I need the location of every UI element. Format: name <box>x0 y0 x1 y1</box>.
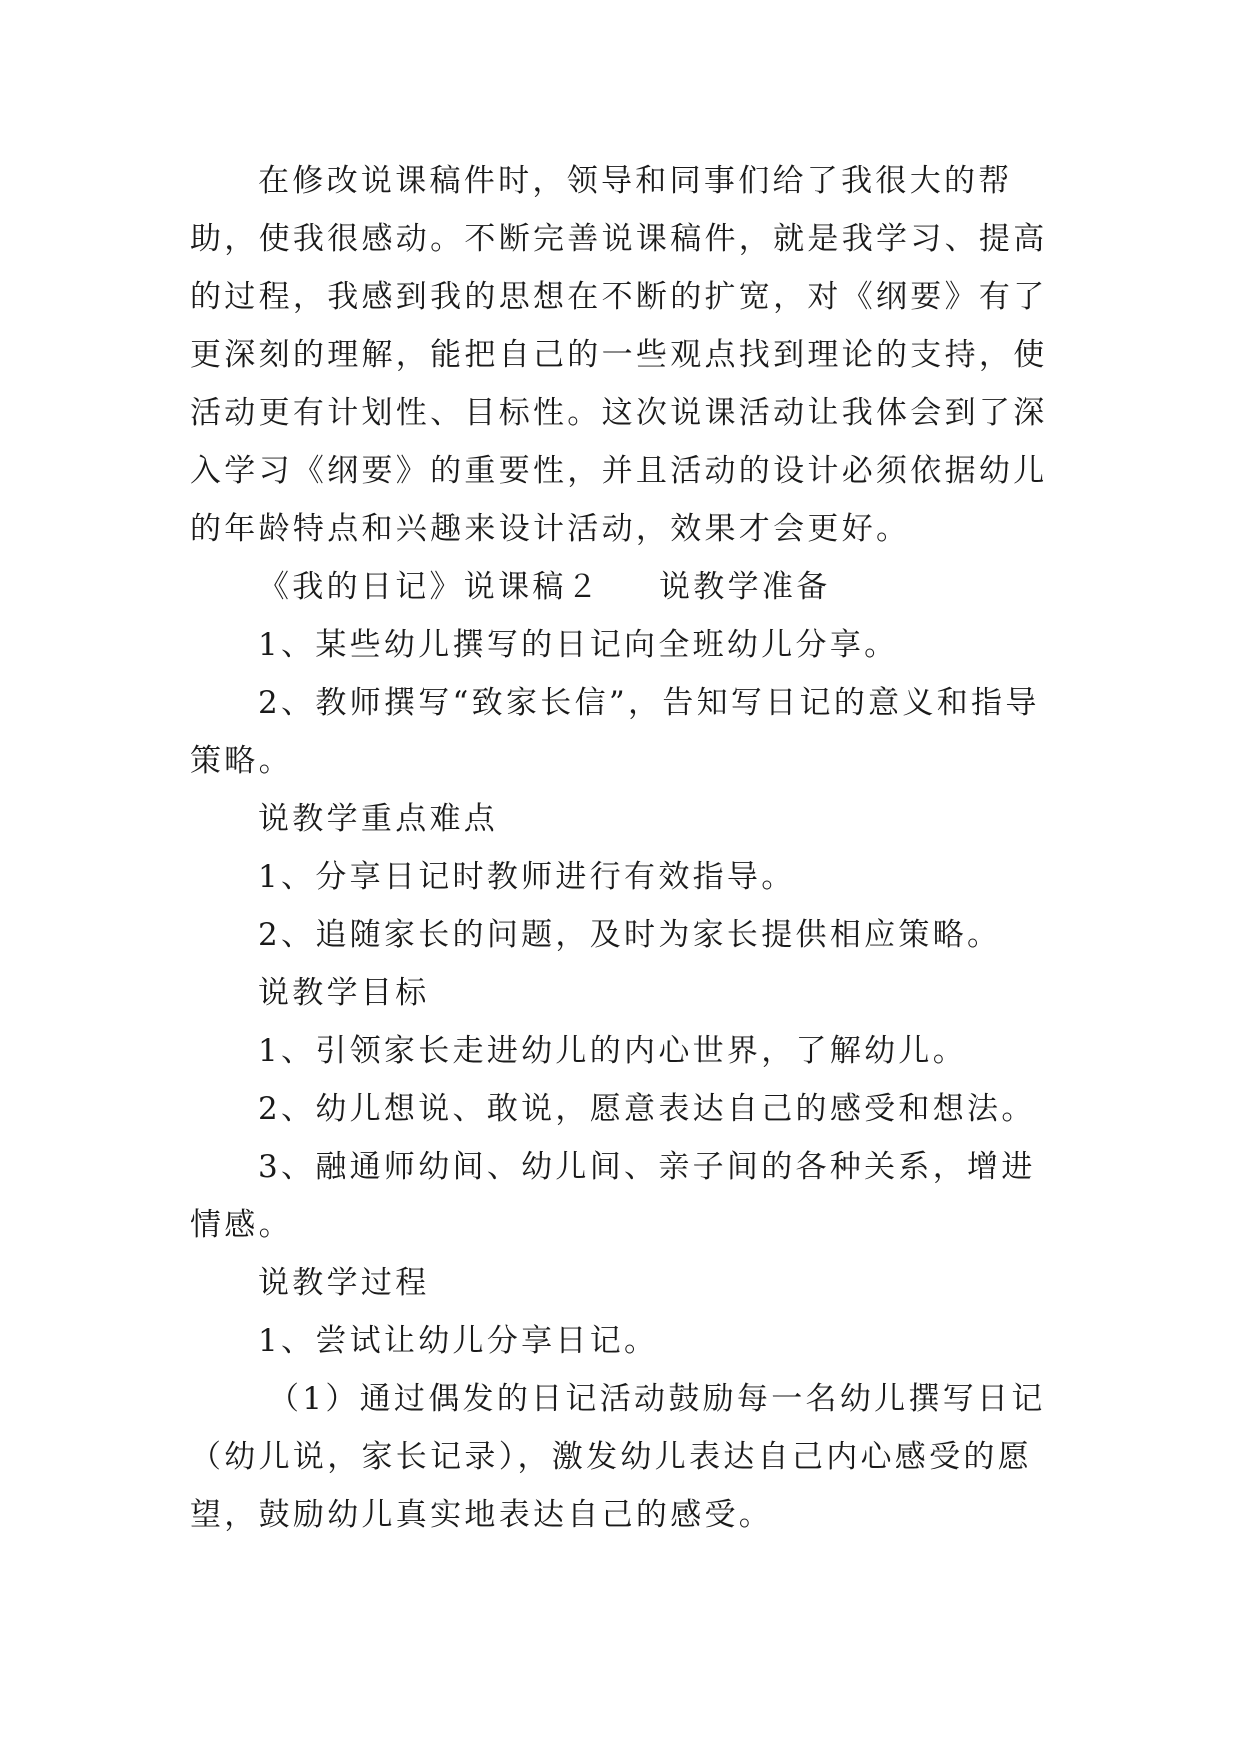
goal-item: 3、融通师幼间、幼儿间、亲子间的各种关系，增进情感。 <box>190 1149 1036 1243</box>
document-body <box>190 152 1050 1544</box>
prep-item: 1、某些幼儿撰写的日记向全班幼儿分享。 <box>258 627 899 663</box>
reflection-paragraph: 在修改说课稿件时，领导和同事们给了我很大的帮助，使我很感动。不断完善说课稿件，就是我学习、提高的过程，我感到我的思想在不断的扩宽，对《纲要》有了更深刻的理解，能把自己的一些观点找到理论的支持，使活动更有计划性、目标性。这次说课活动让我体会到了深入学习《纲要》的重要性，并且活动的设计必须依据幼儿的年龄特点和兴趣来设计活动，效果才会更好。 <box>190 163 1048 547</box>
prep-heading: 说教学准备 <box>659 569 831 605</box>
goal-heading: 说教学目标 <box>258 975 430 1011</box>
process-heading: 说教学过程 <box>258 1265 430 1301</box>
prep-item: 2、教师撰写“致家长信”，告知写日记的意义和指导策略。 <box>190 685 1040 779</box>
section-heading-line <box>190 558 1050 616</box>
goal-item: 2、幼儿想说、敢说，愿意表达自己的感受和想法。 <box>258 1091 1036 1127</box>
key-item: 2、追随家长的问题，及时为家长提供相应策略。 <box>258 917 1002 953</box>
process-subitem: （1）通过偶发的日记活动鼓励每一名幼儿撰写日记（幼儿说，家长记录），激发幼儿表达自己内心感受的愿望，鼓励幼儿真实地表达自己的感受。 <box>190 1381 1046 1533</box>
key-item: 1、分享日记时教师进行有效指导。 <box>258 859 796 895</box>
process-item: 1、尝试让幼儿分享日记。 <box>258 1323 659 1359</box>
section-title: 《我的日记》说课稿２ <box>258 569 601 605</box>
key-heading: 说教学重点难点 <box>258 801 499 837</box>
goal-item: 1、引领家长走进幼儿的内心世界，了解幼儿。 <box>258 1033 968 1069</box>
